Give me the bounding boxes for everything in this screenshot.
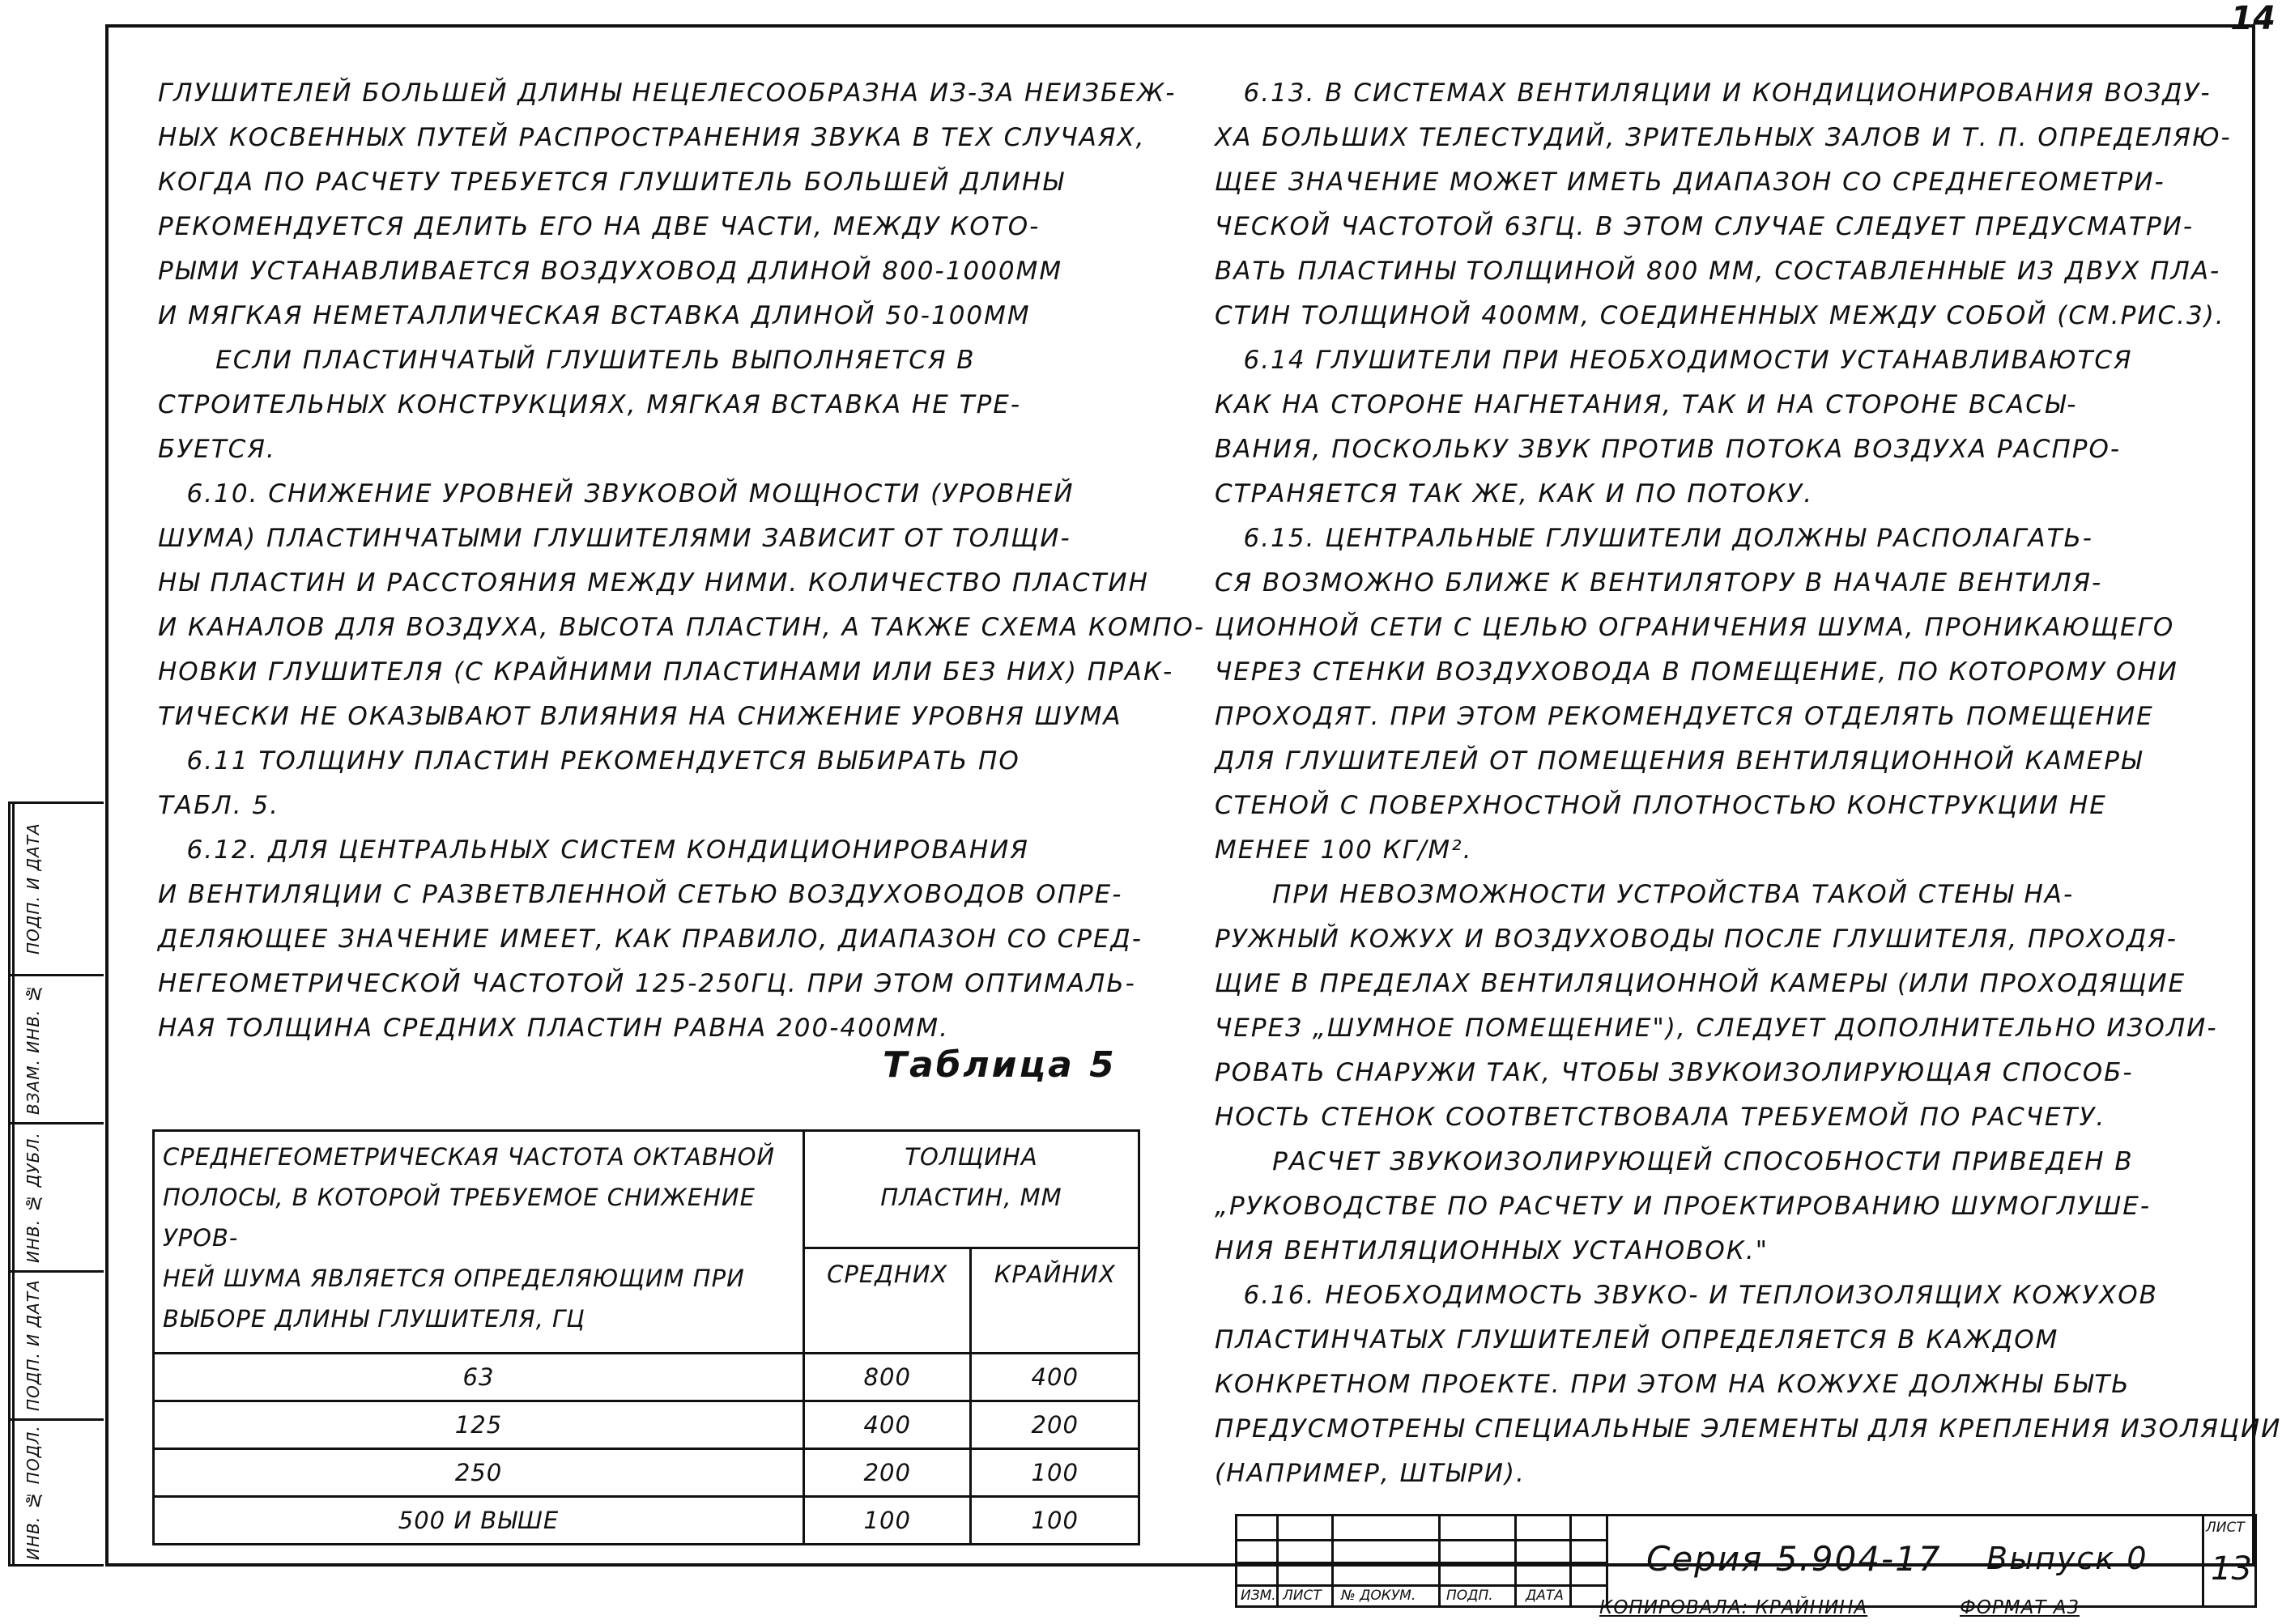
sidebar-label: ВЗАМ. ИНВ. № <box>12 976 53 1122</box>
grid-line <box>1569 1516 1572 1605</box>
table-title: Таблица 5 <box>883 1044 1117 1086</box>
grid-line <box>1514 1516 1517 1605</box>
text-line: ВАТЬ ПЛАСТИНЫ ТОЛЩИНОЙ 800 ММ, СОСТАВЛЕННЫЕ ИЗ ДВУХ ПЛА- <box>1215 257 2221 286</box>
text-line: КОГДА ПО РАСЧЕТУ ТРЕБУЕТСЯ ГЛУШИТЕЛЬ БОЛЬШЕЙ ДЛИНЫ <box>158 168 1065 197</box>
frequency-header-line: СРЕДНЕГЕОМЕТРИЧЕСКАЯ ЧАСТОТА ОКТАВНОЙ <box>163 1143 776 1171</box>
sidebar-label: ИНВ. № ДУБЛ. <box>12 1124 53 1270</box>
frequency-header-line: ПОЛОСЫ, В КОТОРОЙ ТРЕБУЕМОЕ СНИЖЕНИЕ УРОВ- <box>163 1184 756 1252</box>
text-line: ЧЕРЕЗ „ШУМНОЕ ПОМЕЩЕНИЕ"), СЛЕДУЕТ ДОПОЛНИТЕЛЬНО ИЗОЛИ- <box>1215 1014 2218 1043</box>
page-number-mark: 14 <box>2230 0 2276 37</box>
text-line: НЫХ КОСВЕННЫХ ПУТЕЙ РАСПРОСТРАНЕНИЯ ЗВУКА В ТЕХ СЛУЧАЯХ, <box>158 123 1146 152</box>
outer-thickness-cell: 200 <box>971 1401 1139 1449</box>
table-row <box>154 1354 1139 1401</box>
table-5 <box>152 1129 1140 1545</box>
sidebar-cell <box>11 804 104 976</box>
middle-thickness-cell: 100 <box>804 1497 971 1545</box>
text-line: (НАПРИМЕР, ШТЫРИ). <box>1215 1459 1526 1488</box>
text-line: БУЕТСЯ. <box>158 435 276 464</box>
text-line: НИЯ ВЕНТИЛЯЦИОННЫХ УСТАНОВОК." <box>1215 1236 1769 1265</box>
middle-plates-header: СРЕДНИХ <box>804 1248 971 1354</box>
grid-line <box>1331 1516 1334 1605</box>
text-line: 6.13. В СИСТЕМАХ ВЕНТИЛЯЦИИ И КОНДИЦИОНИРОВАНИЯ ВОЗДУ- <box>1215 79 2212 108</box>
text-line: НЕГЕОМЕТРИЧЕСКОЙ ЧАСТОТОЙ 125-250ГЦ. ПРИ ЭТОМ ОПТИМАЛЬ- <box>158 969 1136 998</box>
sidebar-cell <box>11 1273 104 1421</box>
frequency-header-line: НЕЙ ШУМА ЯВЛЯЕТСЯ ОПРЕДЕЛЯЮЩИМ ПРИ <box>163 1265 745 1292</box>
text-line: 6.14 ГЛУШИТЕЛИ ПРИ НЕОБХОДИМОСТИ УСТАНАВЛИВАЮТСЯ <box>1215 346 2133 375</box>
text-line: ЦИОННОЙ СЕТИ С ЦЕЛЬЮ ОГРАНИЧЕНИЯ ШУМА, ПРОНИКАЮЩЕГО <box>1215 613 2175 642</box>
right-text-column <box>1215 71 2282 1496</box>
text-line: РЕКОМЕНДУЕТСЯ ДЕЛИТЬ ЕГО НА ДВЕ ЧАСТИ, МЕЖДУ КОТО- <box>158 212 1041 241</box>
stamp-header: ДАТА <box>1526 1588 1564 1604</box>
text-line: НЫ ПЛАСТИН И РАССТОЯНИЯ МЕЖДУ НИМИ. КОЛИЧЕСТВО ПЛАСТИН <box>158 568 1149 597</box>
text-line: КАК НА СТОРОНЕ НАГНЕТАНИЯ, ТАК И НА СТОРОНЕ ВСАСЫ- <box>1215 390 2078 419</box>
text-line: ПРИ НЕВОЗМОЖНОСТИ УСТРОЙСТВА ТАКОЙ СТЕНЫ НА- <box>1215 880 2075 909</box>
text-line: „РУКОВОДСТВЕ ПО РАСЧЕТУ И ПРОЕКТИРОВАНИЮ ШУМОГЛУШЕ- <box>1215 1192 2151 1221</box>
thickness-header-line: ТОЛЩИНА <box>905 1143 1038 1171</box>
text-line: СТРОИТЕЛЬНЫХ КОНСТРУКЦИЯХ, МЯГКАЯ ВСТАВКА НЕ ТРЕ- <box>158 390 1022 419</box>
frequency-header <box>154 1131 804 1354</box>
issue-number: Выпуск 0 <box>1986 1541 2148 1576</box>
text-line: ДЛЯ ГЛУШИТЕЛЕЙ ОТ ПОМЕЩЕНИЯ ВЕНТИЛЯЦИОННОЙ КАМЕРЫ <box>1215 746 2144 776</box>
text-line: НОВКИ ГЛУШИТЕЛЯ (С КРАЙНИМИ ПЛАСТИНАМИ ИЛИ БЕЗ НИХ) ПРАК- <box>158 657 1174 687</box>
text-line: РУЖНЫЙ КОЖУХ И ВОЗДУХОВОДЫ ПОСЛЕ ГЛУШИТЕЛЯ, ПРОХОДЯ- <box>1215 925 2178 954</box>
grid-line <box>1237 1562 1606 1564</box>
thickness-header-line: ПЛАСТИН, ММ <box>880 1184 1062 1211</box>
sidebar-cell <box>11 1421 104 1564</box>
text-line: РЫМИ УСТАНАВЛИВАЕТСЯ ВОЗДУХОВОД ДЛИНОЙ 800-1000ММ <box>158 257 1063 286</box>
text-line: ГЛУШИТЕЛЕЙ БОЛЬШЕЙ ДЛИНЫ НЕЦЕЛЕСООБРАЗНА ИЗ-ЗА НЕИЗБЕЖ- <box>158 79 1177 108</box>
copied-by: КОПИРОВАЛА: КРАЙНИНА <box>1599 1597 1868 1618</box>
text-line: СЯ ВОЗМОЖНО БЛИЖЕ К ВЕНТИЛЯТОРУ В НАЧАЛЕ ВЕНТИЛЯ- <box>1215 568 2103 597</box>
frequency-cell: 500 И ВЫШЕ <box>154 1497 804 1545</box>
sidebar-cell <box>11 1124 104 1273</box>
title-block-stamp <box>1235 1514 2257 1608</box>
text-line: НОСТЬ СТЕНОК СООТВЕТСТВОВАЛА ТРЕБУЕМОЙ ПО РАСЧЕТУ. <box>1215 1103 2106 1132</box>
grid-line <box>1606 1516 1608 1605</box>
text-line: 6.15. ЦЕНТРАЛЬНЫЕ ГЛУШИТЕЛИ ДОЛЖНЫ РАСПОЛАГАТЬ- <box>1215 524 2093 553</box>
text-line: ПРЕДУСМОТРЕНЫ СПЕЦИАЛЬНЫЕ ЭЛЕМЕНТЫ ДЛЯ КРЕПЛЕНИЯ ИЗОЛЯЦИИ <box>1215 1414 2282 1443</box>
grid-line <box>1237 1539 1606 1541</box>
text-line: НАЯ ТОЛЩИНА СРЕДНИХ ПЛАСТИН РАВНА 200-400ММ. <box>158 1014 949 1043</box>
text-line: КОНКРЕТНОМ ПРОЕКТЕ. ПРИ ЭТОМ НА КОЖУХЕ ДОЛЖНЫ БЫТЬ <box>1215 1370 2131 1399</box>
text-line: 6.16. НЕОБХОДИМОСТЬ ЗВУКО- И ТЕПЛОИЗОЛЯЩИХ КОЖУХОВ <box>1215 1281 2158 1310</box>
outer-thickness-cell: 100 <box>971 1449 1139 1497</box>
text-line: 6.12. ДЛЯ ЦЕНТРАЛЬНЫХ СИСТЕМ КОНДИЦИОНИРОВАНИЯ <box>158 835 1029 865</box>
sheet-number: 13 <box>2211 1550 2252 1588</box>
text-line: СТРАНЯЕТСЯ ТАК ЖЕ, КАК И ПО ПОТОКУ. <box>1215 479 1814 508</box>
text-line: И ВЕНТИЛЯЦИИ С РАЗВЕТВЛЕННОЙ СЕТЬЮ ВОЗДУХОВОДОВ ОПРЕ- <box>158 880 1123 909</box>
text-line: СТИН ТОЛЩИНОЙ 400ММ, СОЕДИНЕННЫХ МЕЖДУ СОБОЙ (СМ.РИС.3). <box>1215 301 2225 330</box>
text-line: ЩИЕ В ПРЕДЕЛАХ ВЕНТИЛЯЦИОННОЙ КАМЕРЫ (ИЛИ ПРОХОДЯЩИЕ <box>1215 969 2186 998</box>
text-line: 6.11 ТОЛЩИНУ ПЛАСТИН РЕКОМЕНДУЕТСЯ ВЫБИРАТЬ ПО <box>158 746 1020 776</box>
sheet-label: ЛИСТ <box>2206 1520 2245 1536</box>
stamp-header: ЛИСТ <box>1283 1588 1322 1604</box>
stamp-header: № ДОКУМ. <box>1341 1588 1416 1604</box>
outer-plates-header: КРАЙНИХ <box>971 1248 1139 1354</box>
frequency-cell: 63 <box>154 1354 804 1401</box>
text-line: РАСЧЕТ ЗВУКОИЗОЛИРУЮЩЕЙ СПОСОБНОСТИ ПРИВЕДЕН В <box>1215 1147 2134 1176</box>
frequency-cell: 250 <box>154 1449 804 1497</box>
text-line: ВАНИЯ, ПОСКОЛЬКУ ЗВУК ПРОТИВ ПОТОКА ВОЗДУХА РАСПРО- <box>1215 435 2122 464</box>
text-line: ЧЕРЕЗ СТЕНКИ ВОЗДУХОВОДА В ПОМЕЩЕНИЕ, ПО КОТОРОМУ ОНИ <box>1215 657 2178 687</box>
text-line: СТЕНОЙ С ПОВЕРХНОСТНОЙ ПЛОТНОСТЬЮ КОНСТРУКЦИИ НЕ <box>1215 791 2107 820</box>
frequency-header-line: ВЫБОРЕ ДЛИНЫ ГЛУШИТЕЛЯ, ГЦ <box>163 1305 585 1333</box>
stamp-header: ИЗМ. <box>1241 1588 1276 1604</box>
text-line: ЕСЛИ ПЛАСТИНЧАТЫЙ ГЛУШИТЕЛЬ ВЫПОЛНЯЕТСЯ В <box>158 346 976 375</box>
middle-thickness-cell: 400 <box>804 1401 971 1449</box>
text-line: ТИЧЕСКИ НЕ ОКАЗЫВАЮТ ВЛИЯНИЯ НА СНИЖЕНИЕ УРОВНЯ ШУМА <box>158 702 1122 731</box>
sidebar-cell <box>11 976 104 1124</box>
text-line: ЩЕЕ ЗНАЧЕНИЕ МОЖЕТ ИМЕТЬ ДИАПАЗОН СО СРЕДНЕГЕОМЕТРИ- <box>1215 168 2165 197</box>
table-row <box>154 1449 1139 1497</box>
approval-sidebar <box>8 801 104 1567</box>
table-row <box>154 1497 1139 1545</box>
revision-grid <box>1237 1516 1606 1605</box>
middle-thickness-cell: 800 <box>804 1354 971 1401</box>
series-number: Серия 5.904-17 <box>1646 1539 1942 1579</box>
sidebar-label: ПОДП. И ДАТА <box>12 1273 53 1418</box>
text-line: МЕНЕЕ 100 КГ/М². <box>1215 835 1473 865</box>
text-line: ПЛАСТИНЧАТЫХ ГЛУШИТЕЛЕЙ ОПРЕДЕЛЯЕТСЯ В КАЖДОМ <box>1215 1325 2059 1354</box>
text-line: ТАБЛ. 5. <box>158 791 280 820</box>
text-line: И МЯГКАЯ НЕМЕТАЛЛИЧЕСКАЯ ВСТАВКА ДЛИНОЙ 50-100ММ <box>158 301 1031 330</box>
table-row <box>154 1401 1139 1449</box>
text-line: РОВАТЬ СНАРУЖИ ТАК, ЧТОБЫ ЗВУКОИЗОЛИРУЮЩАЯ СПОСОБ- <box>1215 1058 2134 1087</box>
sheet-number-box <box>2202 1516 2254 1605</box>
text-line: ХА БОЛЬШИХ ТЕЛЕСТУДИЙ, ЗРИТЕЛЬНЫХ ЗАЛОВ И Т. П. ОПРЕДЕЛЯЮ- <box>1215 123 2232 152</box>
sidebar-label: ПОДП. И ДАТА <box>12 804 53 974</box>
text-line: ШУМА) ПЛАСТИНЧАТЫМИ ГЛУШИТЕЛЯМИ ЗАВИСИТ ОТ ТОЛЩИ- <box>158 524 1071 553</box>
text-line: 6.10. СНИЖЕНИЕ УРОВНЕЙ ЗВУКОВОЙ МОЩНОСТИ (УРОВНЕЙ <box>158 479 1075 508</box>
sidebar-label: ИНВ. № ПОДЛ. <box>12 1421 53 1564</box>
sheet-format: ФОРМАТ А3 <box>1960 1597 2080 1618</box>
outer-thickness-cell: 400 <box>971 1354 1139 1401</box>
text-line: ДЕЛЯЮЩЕЕ ЗНАЧЕНИЕ ИМЕЕТ, КАК ПРАВИЛО, ДИАПАЗОН СО СРЕД- <box>158 925 1143 954</box>
stamp-header: ПОДП. <box>1446 1588 1493 1604</box>
outer-thickness-cell: 100 <box>971 1497 1139 1545</box>
thickness-header <box>804 1131 1139 1248</box>
grid-line <box>1276 1516 1279 1605</box>
grid-line <box>1237 1584 1606 1587</box>
grid-line <box>1438 1516 1441 1605</box>
frequency-cell: 125 <box>154 1401 804 1449</box>
text-line: И КАНАЛОВ ДЛЯ ВОЗДУХА, ВЫСОТА ПЛАСТИН, А ТАКЖЕ СХЕМА КОМПО- <box>158 613 1206 642</box>
left-text-column <box>158 71 1206 1051</box>
text-line: ЧЕСКОЙ ЧАСТОТОЙ 63ГЦ. В ЭТОМ СЛУЧАЕ СЛЕДУЕТ ПРЕДУСМАТРИ- <box>1215 212 2195 241</box>
middle-thickness-cell: 200 <box>804 1449 971 1497</box>
text-line: ПРОХОДЯТ. ПРИ ЭТОМ РЕКОМЕНДУЕТСЯ ОТДЕЛЯТЬ ПОМЕЩЕНИЕ <box>1215 702 2154 731</box>
